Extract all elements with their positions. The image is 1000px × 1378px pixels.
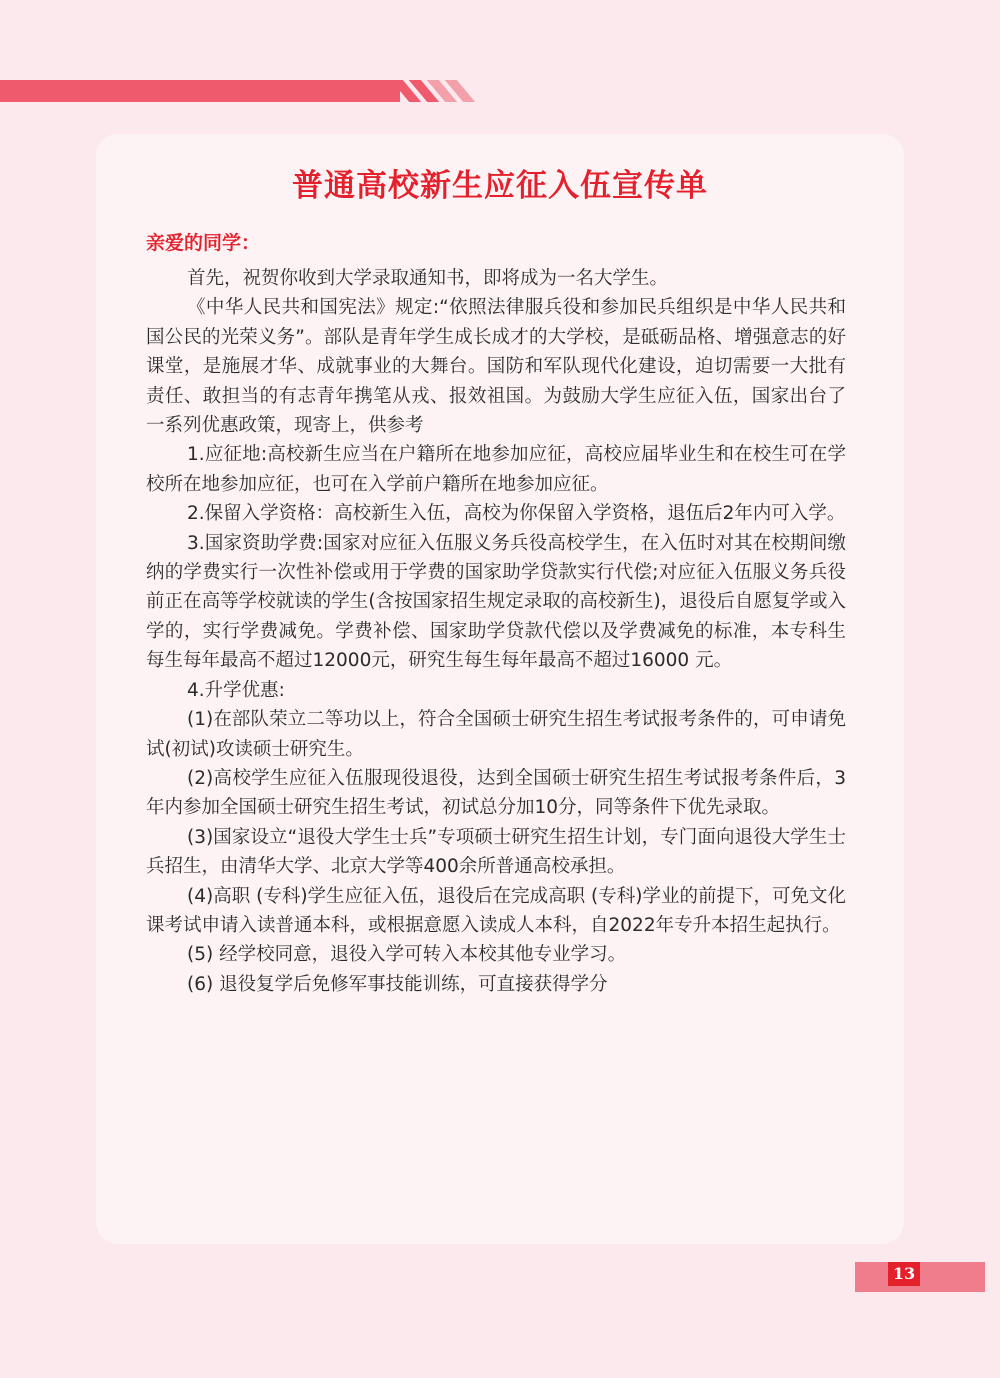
paragraph: (6) 退役复学后免修军事技能训练，可直接获得学分 [187, 973, 608, 995]
paragraph: (1)在部队荣立二等功以上，符合全国硕士研究生招生考试报考条件的，可申请免试(初试)攻读硕士研究生。 [146, 709, 846, 760]
greeting: 亲爱的同学： [146, 232, 261, 254]
paragraph: (2)高校学生应征入伍服现役退役，达到全国硕士研究生招生考试报考条件后，3年内参加全国硕士研究生招生考试，初试总分加10分，同等条件下优先录取。 [146, 767, 846, 819]
paragraph: (4)高职 (专科)学生应征入伍，退役后在完成高职 (专科)学业的前提下，可免文化课考试申请入读普通本科，或根据意愿入读成人本科，自2022年专升本招生起执行。 [146, 885, 846, 936]
page-number: 13 [888, 1262, 920, 1286]
page-title: 普通高校新生应征入伍宣传单 [292, 168, 708, 204]
paragraph: 3.国家资助学费:国家对应征入伍服义务兵役高校学生，在入伍时对其在校期间缴纳的学费实行一次性补偿或用于学费的国家助学贷款实行代偿;对应征入伍服义务兵役前正在高等学校就读的学生(含按国家招生规定录取的高校新生)，退役后自愿复学或入学的，实行学费减免。学费补偿、国家助学贷款代偿以及学费减免的标准，本专科生每生每年最高不超过12000元，研究生每生每年最高不超过16000 元。 [146, 532, 846, 672]
paragraph: 4.升学优惠: [187, 679, 285, 701]
paragraph: 《中华人民共和国宪法》规定:“依照法律服兵役和参加民兵组织是中华人民共和国公民的光荣义务”。部队是青年学生成长成才的大学校，是砥砺品格、增强意志的好课堂，是施展才华、成就事业的大舞台。国防和军队现代化建设，迫切需要一大批有责任、敢担当的有志青年携笔从戎、报效祖国。为鼓励大学生应征入伍，国家出台了一系列优惠政策，现寄上，供参考 [146, 297, 846, 437]
paragraph: (5) 经学校同意，退役入学可转入本校其他专业学习。 [187, 944, 627, 966]
paragraph: 2.保留入学资格：高校新生入伍，高校为你保留入学资格，退伍后2年内可入学。 [187, 503, 846, 525]
paragraph: 首先，祝贺你收到大学录取通知书，即将成为一名大学生。 [187, 268, 669, 289]
paragraph: 1.应征地:高校新生应当在户籍所在地参加应征，高校应届毕业生和在校生可在学校所在地参加应征，也可在入学前户籍所在地参加应征。 [146, 444, 846, 495]
header-decor-band [0, 80, 400, 102]
page-number-band [855, 1262, 985, 1292]
paragraph: (3)国家设立“退役大学生士兵”专项硕士研究生招生计划，专门面向退役大学生士兵招生，由清华大学、北京大学等400余所普通高校承担。 [146, 826, 846, 878]
body-text [146, 264, 846, 999]
